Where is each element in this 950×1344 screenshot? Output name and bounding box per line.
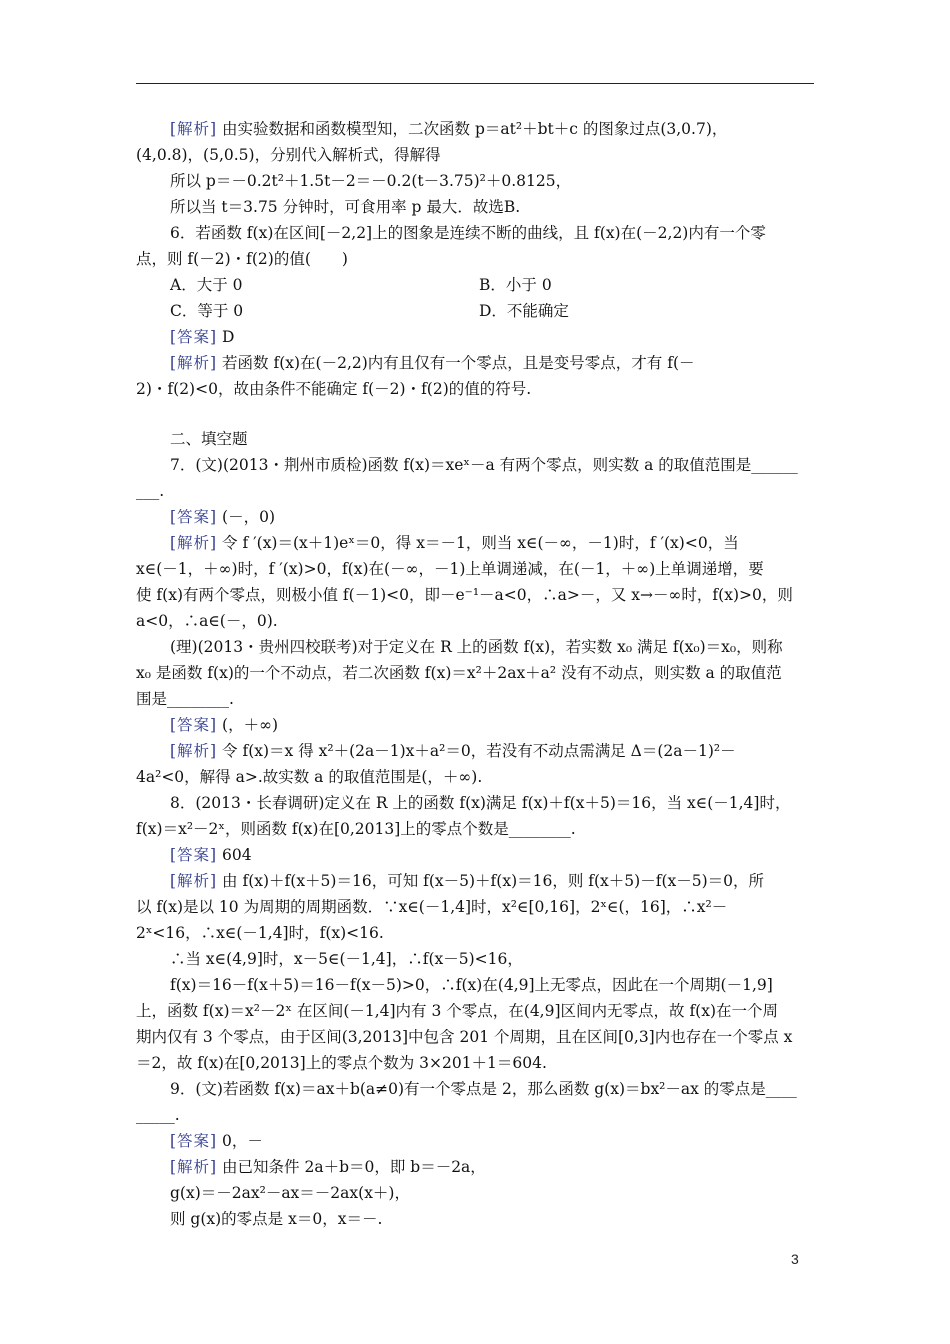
text-line: 所以 p＝－0.2t²＋1.5t－2＝－0.2(t－3.75)²＋0.8125， <box>170 172 572 190</box>
text-line: g(x)＝－2ax²－ax＝－2ax(x＋)， <box>170 1184 410 1202</box>
text-line: ＝2，故 f(x)在[0,2013]上的零点个数为 3×201＋1＝604. <box>136 1054 547 1072</box>
answer-label: [答案] <box>170 1132 218 1150</box>
text-line: x∈(－1，＋∞)时，f ′(x)>0，f(x)在(－∞，－1)上单调递减，在(－1，＋∞)上单调递增，要 <box>136 560 764 578</box>
text-line: 使 f(x)有两个零点，则极小值 f(－1)<0，即－e⁻¹－a<0，∴a>－，又 x→－∞时，f(x)>0，则 <box>136 586 793 604</box>
option-d: D．不能确定 <box>479 302 569 320</box>
text-line: [解析] 由已知条件 2a＋b＝0，即 b＝－2a， <box>170 1158 486 1176</box>
question-7: 7．(文)(2013・荆州市质检)函数 f(x)＝xeˣ－a 有两个零点，则实数 a 的取值范围是______ <box>170 456 798 474</box>
text-line: _____. <box>136 1106 180 1124</box>
option-a: A．大于 0 <box>170 276 243 294</box>
text-line: [解析] 若函数 f(x)在(－2,2)内有且仅有一个零点，且是变号零点，才有 f(－ <box>170 354 695 372</box>
option-c: C．等于 0 <box>170 302 244 320</box>
analysis-label: [解析] <box>170 742 218 760</box>
text-line: 2ˣ<16，∴x∈(－1,4]时，f(x)<16. <box>136 924 384 942</box>
header-rule <box>136 83 814 84</box>
analysis-label: [解析] <box>170 354 218 372</box>
analysis-label: [解析] <box>170 1158 218 1176</box>
text-line: f(x)＝16－f(x＋5)＝16－f(x－5)>0，∴f(x)在(4,9]上无零点，因此在一个周期(－1,9] <box>170 976 773 994</box>
question-8: 8．(2013・长春调研)定义在 R 上的函数 f(x)满足 f(x)＋f(x＋5)＝16，当 x∈(－1,4]时， <box>170 794 791 812</box>
text-line: (4,0.8)，(5,0.5)，分别代入解析式，得解得 <box>136 146 441 164</box>
text-line: [解析] 令 f(x)＝x 得 x²＋(2a－1)x＋a²＝0，若没有不动点需满足 Δ＝(2a－1)²－ <box>170 742 736 760</box>
page-number: 3 <box>791 1251 799 1267</box>
text-line: [解析] 由 f(x)＋f(x＋5)＝16，可知 f(x－5)＋f(x)＝16，则 f(x＋5)－f(x－5)＝0，所 <box>170 872 765 890</box>
section-heading: 二、填空题 <box>170 430 248 448</box>
text-line: [答案] (－，0) <box>170 508 275 526</box>
question-7-li: (理)(2013・贵州四校联考)对于定义在 R 上的函数 f(x)，若实数 x₀ 满足 f(x₀)＝x₀，则称 <box>170 638 783 656</box>
text-line: x₀ 是函数 f(x)的一个不动点，若二次函数 f(x)＝x²＋2ax＋a² 没有不动点，则实数 a 的取值范 <box>136 664 782 682</box>
answer-label: [答案] <box>170 328 218 346</box>
question-6: 6．若函数 f(x)在区间[－2,2]上的图象是连续不断的曲线，且 f(x)在(－2,2)内有一个零 <box>170 224 766 242</box>
text-line: 上，函数 f(x)＝x²－2ˣ 在区间(－1,4]内有 3 个零点，在(4,9]区间内无零点，故 f(x)在一个周 <box>136 1002 779 1020</box>
text-line: f(x)＝x²－2ˣ，则函数 f(x)在[0,2013]上的零点个数是________. <box>136 820 576 838</box>
text-line: 4a²<0，解得 a>.故实数 a 的取值范围是(，＋∞). <box>136 768 483 786</box>
text-line: 期内仅有 3 个零点，由于区间(3,2013]中包含 201 个周期，且在区间[0,3]内也存在一个零点 x <box>136 1028 793 1046</box>
analysis-label: [解析] <box>170 872 218 890</box>
option-b: B．小于 0 <box>479 276 552 294</box>
text-line: [解析] 令 f ′(x)＝(x＋1)eˣ＝0，得 x＝－1，则当 x∈(－∞，－1)时，f ′(x)<0，当 <box>170 534 739 552</box>
text-line: [答案] 604 <box>170 846 252 864</box>
text-line: 2)・f(2)<0，故由条件不能确定 f(－2)・f(2)的值的符号. <box>136 380 532 398</box>
text-line: 所以当 t＝3.75 分钟时，可食用率 p 最大．故选B. <box>170 198 521 216</box>
analysis-label: [解析] <box>170 534 218 552</box>
answer-label: [答案] <box>170 508 218 526</box>
text-line: [答案] (，＋∞) <box>170 716 279 734</box>
text-line: 则 g(x)的零点是 x＝0，x＝－. <box>170 1210 383 1228</box>
text-line: ___. <box>136 482 165 500</box>
answer-label: [答案] <box>170 846 218 864</box>
analysis-label: [解析] <box>170 120 218 138</box>
text-line: 以 f(x)是以 10 为周期的周期函数．∵x∈(－1,4]时，x²∈[0,16]，2ˣ∈(，16]，∴x²－ <box>136 898 728 916</box>
text-line: [解析] 由实验数据和函数模型知，二次函数 p＝at²＋bt＋c 的图象过点(3,0.7)， <box>170 120 728 138</box>
text-line: [答案] 0，－ <box>170 1132 263 1150</box>
text-line: [答案] D <box>170 328 235 346</box>
question-9: 9．(文)若函数 f(x)＝ax＋b(a≠0)有一个零点是 2，那么函数 g(x)＝bx²－ax 的零点是____ <box>170 1080 797 1098</box>
text-line: a<0，∴a∈(－，0). <box>136 612 278 630</box>
answer-label: [答案] <box>170 716 218 734</box>
text-line: 点，则 f(－2)・f(2)的值( ) <box>136 250 348 268</box>
text-line: ∴当 x∈(4,9]时，x－5∈(－1,4]，∴f(x－5)<16， <box>170 950 523 968</box>
text-line: 围是________. <box>136 690 234 708</box>
